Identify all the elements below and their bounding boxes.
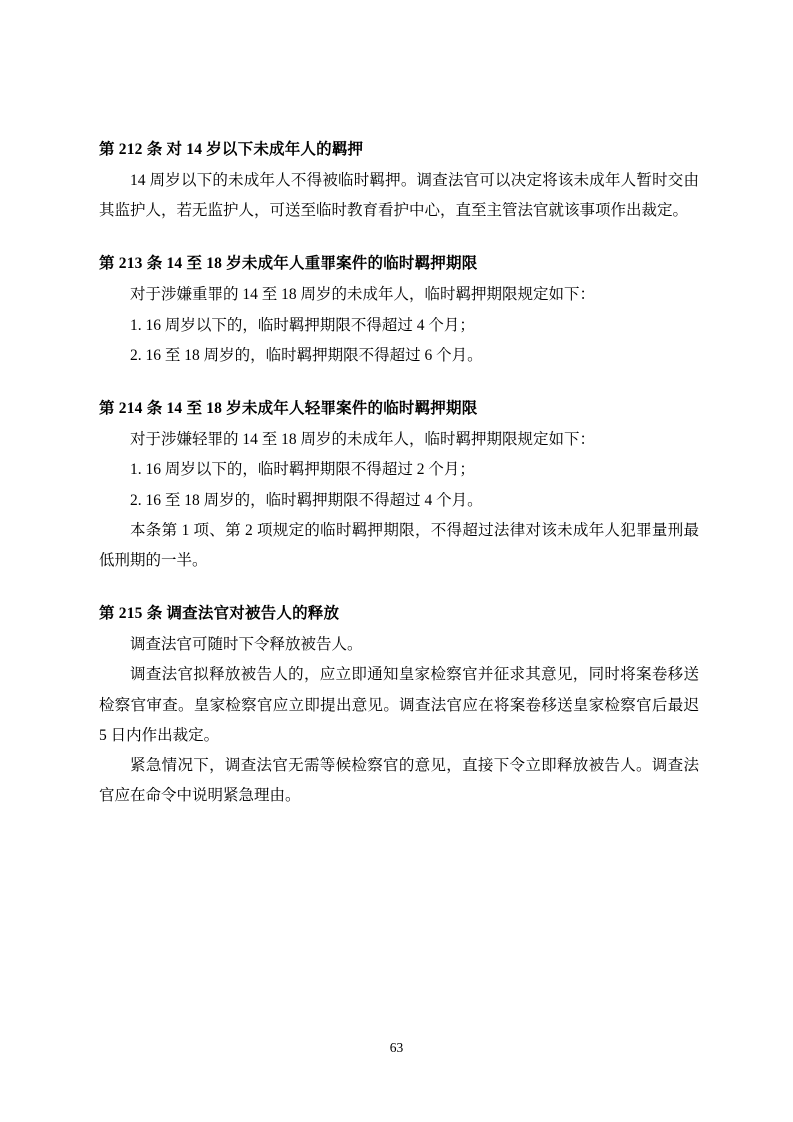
article-paragraph: 调查法官拟释放被告人的，应立即通知皇家检察官并征求其意见，同时将案卷移送检察官审查。皇家检察官应立即提出意见。调查法官应在将案卷移送皇家检察官后最迟 5 日内作出裁定。 bbox=[99, 666, 699, 744]
article-paragraph: 对于涉嫌轻罪的 14 至 18 周岁的未成年人，临时羁押期限规定如下： bbox=[130, 431, 596, 449]
article-heading: 第 215 条 调查法官对被告人的释放 bbox=[99, 605, 340, 623]
article-heading: 第 212 条 对 14 岁以下未成年人的羁押 bbox=[99, 141, 364, 158]
section-spacer bbox=[99, 371, 699, 397]
article-215 bbox=[99, 602, 699, 811]
article-paragraph: 1. 16 周岁以下的，临时羁押期限不得超过 4 个月； bbox=[130, 316, 475, 334]
section-spacer bbox=[99, 576, 699, 602]
article-paragraph: 14 周岁以下的未成年人不得被临时羁押。调查法官可以决定将该未成年人暂时交由其监护人，若无监护人，可送至临时教育看护中心，直至主管法官就该事项作出裁定。 bbox=[99, 172, 699, 220]
article-paragraph: 2. 16 至 18 周岁的，临时羁押期限不得超过 6 个月。 bbox=[130, 346, 483, 364]
article-paragraph: 紧急情况下，调查法官无需等候检察官的意见，直接下令立即释放被告人。调查法官应在命令中说明紧急理由。 bbox=[99, 757, 699, 805]
article-213 bbox=[99, 252, 699, 371]
article-paragraph: 本条第 1 项、第 2 项规定的临时羁押期限，不得超过法律对该未成年人犯罪量刑最低刑期的一半。 bbox=[99, 521, 699, 570]
article-paragraph: 调查法官可随时下令释放被告人。 bbox=[130, 636, 363, 654]
document-body bbox=[99, 138, 699, 812]
article-paragraph: 2. 16 至 18 周岁的，临时羁押期限不得超过 4 个月。 bbox=[130, 491, 483, 509]
article-paragraph: 对于涉嫌重罪的 14 至 18 周岁的未成年人，临时羁押期限规定如下： bbox=[130, 286, 596, 304]
article-paragraph: 1. 16 周岁以下的，临时羁押期限不得超过 2 个月； bbox=[130, 461, 475, 479]
article-heading: 第 213 条 14 至 18 岁未成年人重罪案件的临时羁押期限 bbox=[99, 255, 478, 273]
article-heading: 第 214 条 14 至 18 岁未成年人轻罪案件的临时羁押期限 bbox=[99, 400, 478, 418]
page-number: 63 bbox=[389, 1040, 404, 1055]
section-spacer bbox=[99, 226, 699, 252]
article-212 bbox=[99, 138, 699, 226]
article-214 bbox=[99, 397, 699, 576]
